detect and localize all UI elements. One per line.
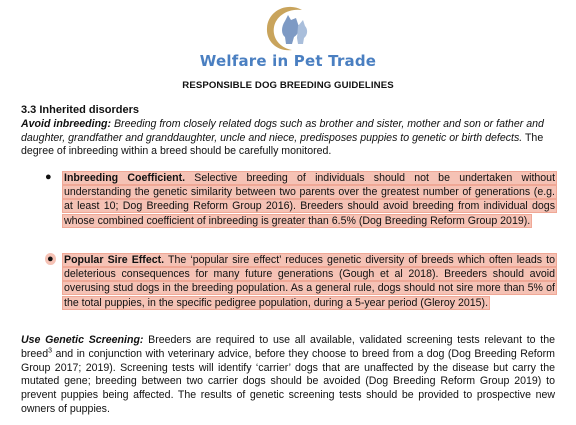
bullet-marker: ● <box>45 171 52 183</box>
bullet-inbreeding-coefficient <box>63 171 556 228</box>
section-heading: 3.3 Inherited disorders <box>21 104 139 116</box>
logo-text: Welfare in Pet Trade <box>199 52 377 70</box>
bullet-title: Popular Sire Effect. <box>64 254 165 266</box>
footnote-ref[interactable]: 3 <box>48 347 53 355</box>
highlighted-text <box>63 172 556 227</box>
highlighted-text <box>63 254 556 309</box>
screening-text-1: Breeders are required to use all available, validated screening tests relevant to the breed <box>21 334 555 360</box>
bullet-marker-highlighted <box>45 253 56 265</box>
screening-text-2: and in conjunction with veterinary advice, before they choose to breed from a dog (Dog Breeding Reform Group 2017; 2019). Screening tests will identify ‘carrier’ dogs that are unaffected by the disease but carry the mutated gene; breeding between two carrier dogs should be avoided (Dog Breeding Reform Group 2019) to prevent puppies being affected. The results of genetic screening tests should be provided to prospective new owners of puppies. <box>21 347 555 415</box>
dog-and-cat-with-crescent-logo-icon <box>258 4 318 54</box>
document-title: RESPONSIBLE DOG BREEDING GUIDELINES <box>182 80 394 91</box>
bullet-dot: ● <box>47 253 54 265</box>
intro-lead: Avoid inbreeding: <box>21 118 112 130</box>
intro-paragraph <box>21 118 555 159</box>
bullet-popular-sire-effect <box>63 253 556 310</box>
screening-paragraph <box>21 334 555 417</box>
intro-italic-text: Breeding from closely related dogs such as brother and sister, mother and son or father and daughter, grandfather and granddaughter, uncle and niece, predisposes puppies to genetic or birth defects. <box>21 118 544 144</box>
bullet-title: Inbreeding Coefficient. <box>64 172 186 184</box>
screening-lead: Use Genetic Screening: <box>21 334 144 346</box>
bullet-body: Selective breeding of individuals should not be undertaken without understanding the genetic similarity between two parents over the greatest number of generations (e.g. at least 10; Dog Breeding Reform Group 2016). Breeders should avoid breeding from individual dogs whose combined coefficient of inbreeding is greater than 6.5% (Dog Breeding Reform Group 2019). <box>64 172 556 227</box>
intro-plain-text: The degree of inbreeding within a breed should be carefully monitored. <box>21 131 544 157</box>
logo <box>0 4 576 74</box>
bullet-body: The ‘popular sire effect’ reduces genetic diversity of breeds which often leads to deleterious consequences for many future generations (Gough et al 2018). Breeders should avoid overusing stud dogs in the breeding population. As a general rule, dogs should not sire more than 5% of the total puppies, in the specific pedigree population, during a 5-year period (Glerоy 2015). <box>64 254 555 309</box>
